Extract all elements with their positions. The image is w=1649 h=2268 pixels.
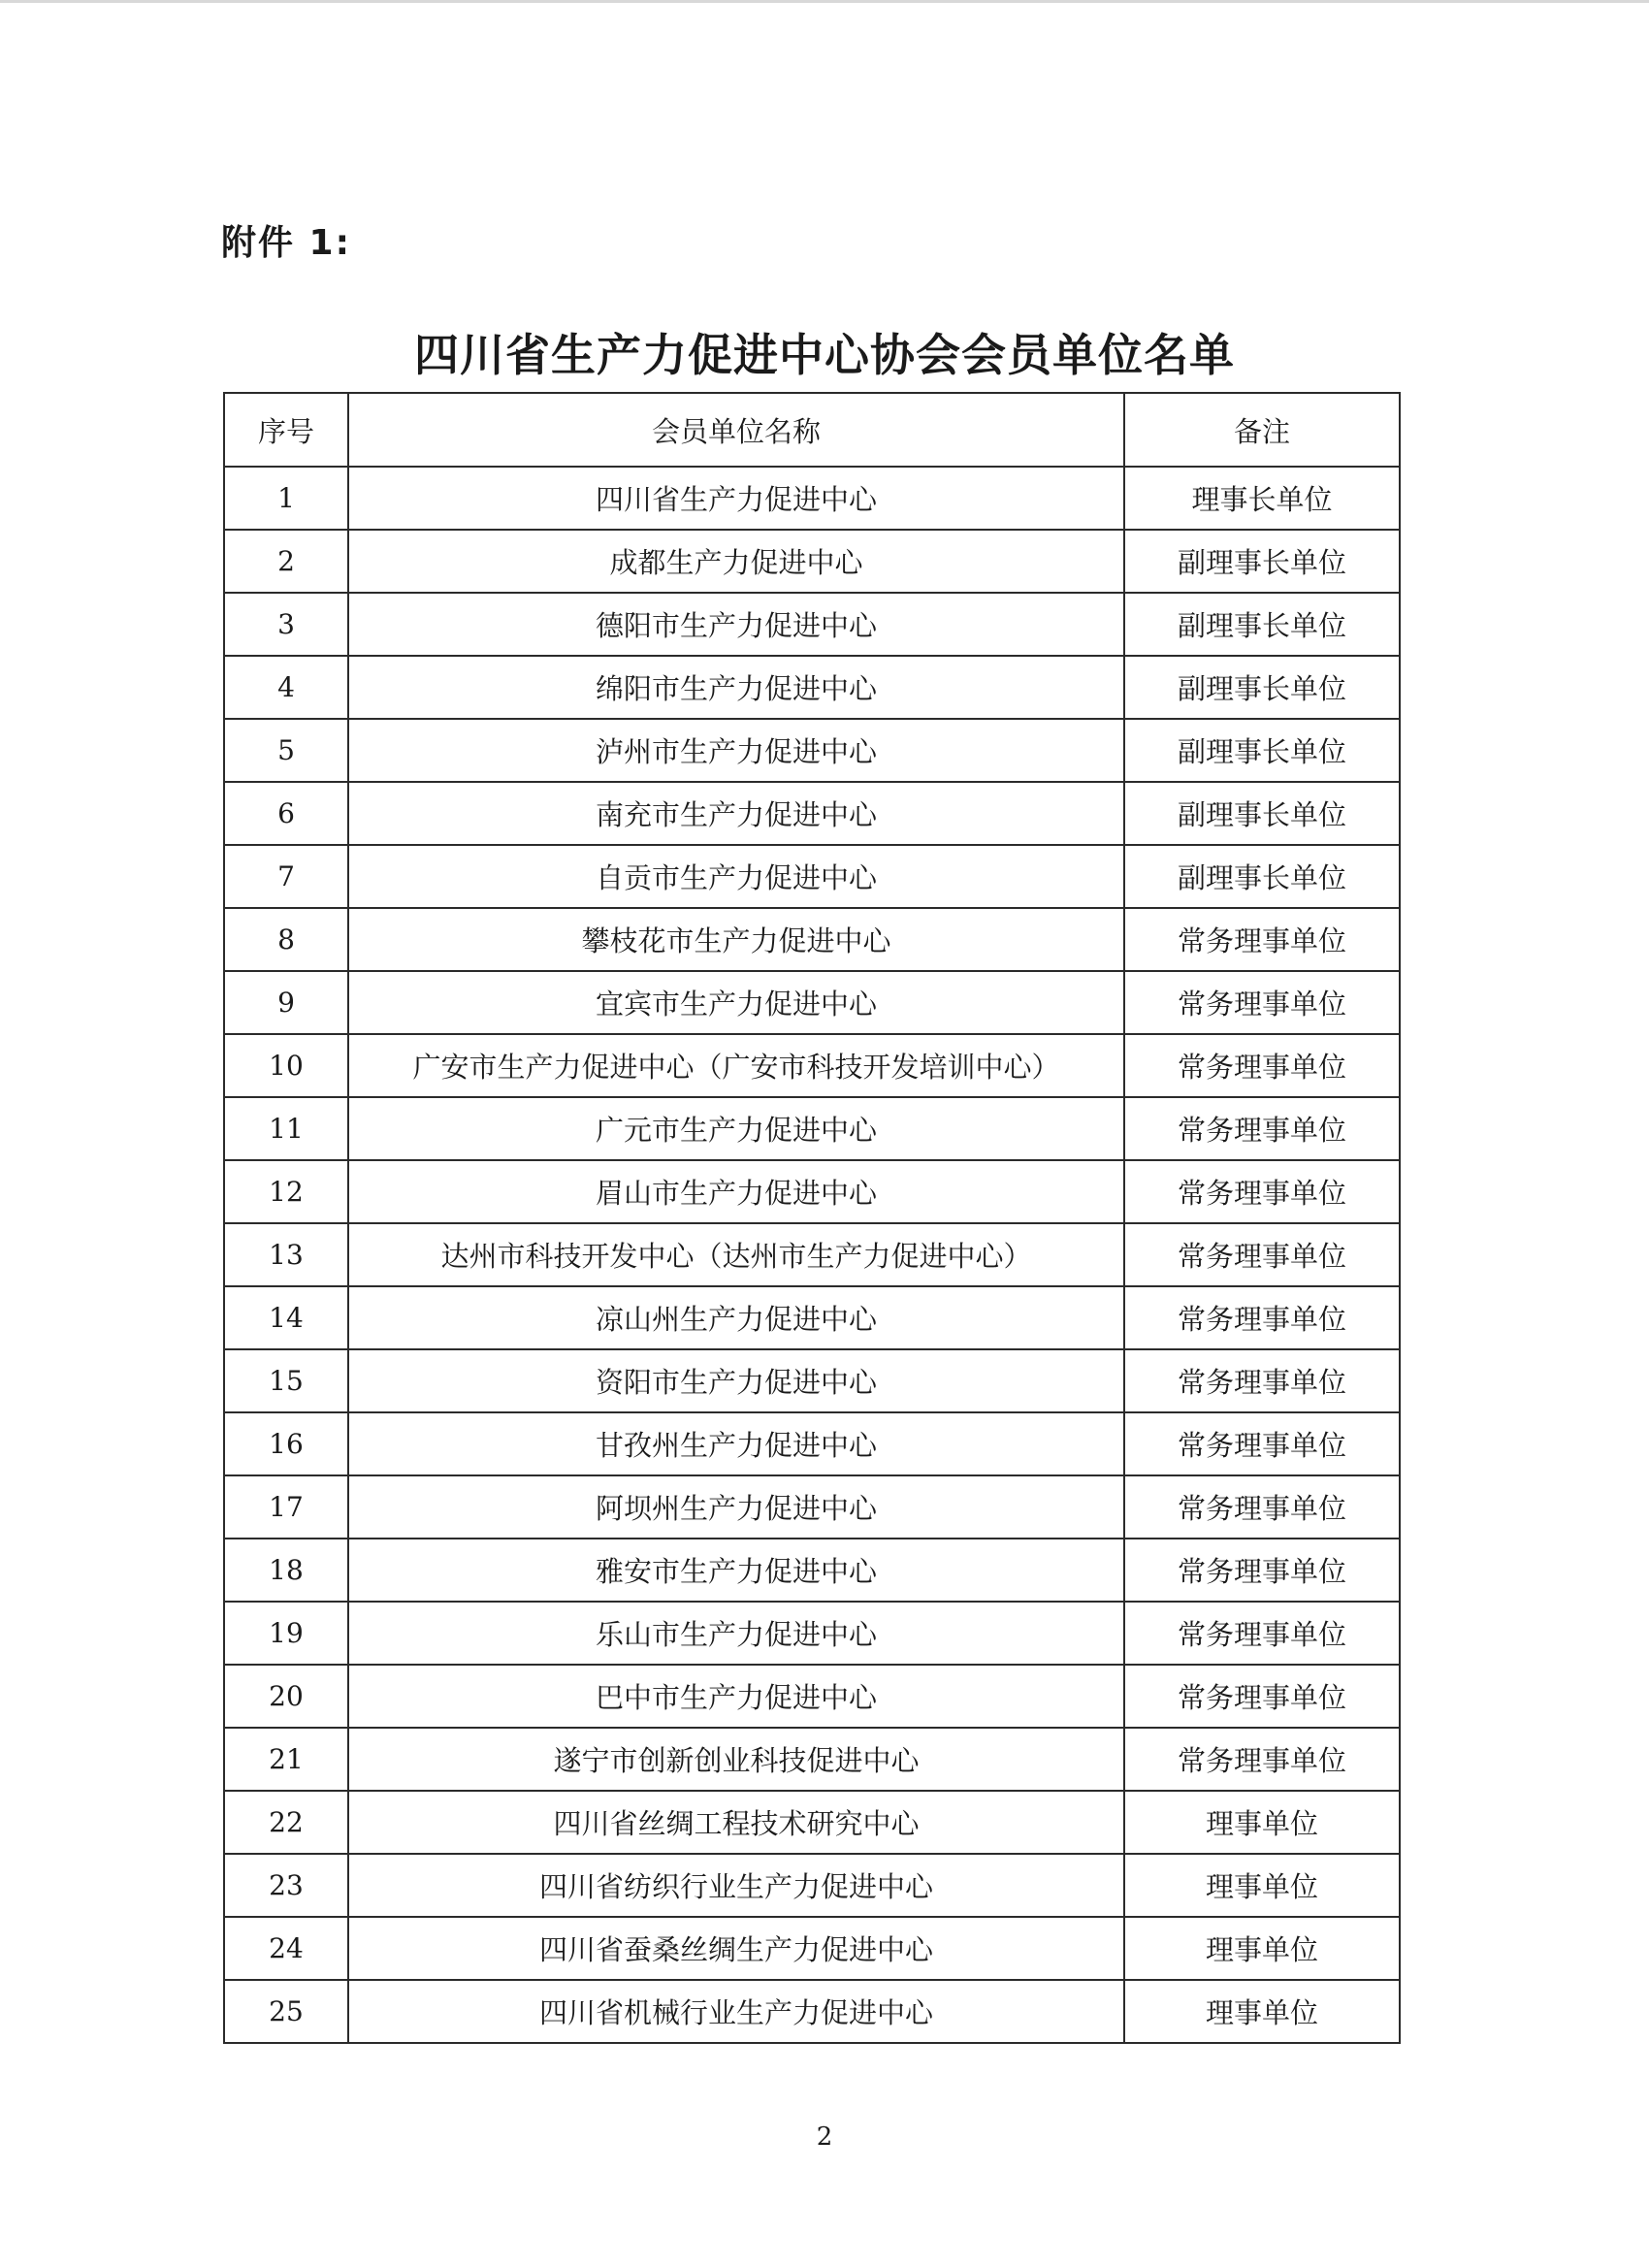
remarks-cell: 常务理事单位 xyxy=(1124,1034,1400,1097)
remarks-cell: 副理事长单位 xyxy=(1124,719,1400,782)
table-row xyxy=(224,1728,1400,1791)
member-unit-name-cell: 眉山市生产力促进中心 xyxy=(348,1160,1124,1223)
member-unit-name-cell: 成都生产力促进中心 xyxy=(348,530,1124,593)
table-row xyxy=(224,593,1400,656)
remarks-cell: 常务理事单位 xyxy=(1124,1602,1400,1665)
remarks-cell: 常务理事单位 xyxy=(1124,1286,1400,1349)
member-unit-name-cell: 四川省机械行业生产力促进中心 xyxy=(348,1980,1124,2043)
page-number: 2 xyxy=(816,2122,833,2152)
member-unit-name-cell: 宜宾市生产力促进中心 xyxy=(348,971,1124,1034)
remarks-cell: 副理事长单位 xyxy=(1124,782,1400,845)
serial-number-cell: 8 xyxy=(224,908,348,971)
serial-number-cell: 18 xyxy=(224,1539,348,1602)
remarks-cell: 副理事长单位 xyxy=(1124,656,1400,719)
serial-number-cell: 4 xyxy=(224,656,348,719)
remarks-cell: 理事单位 xyxy=(1124,1917,1400,1980)
table-row xyxy=(224,1917,1400,1980)
table-row xyxy=(224,1034,1400,1097)
remarks-cell: 常务理事单位 xyxy=(1124,1539,1400,1602)
member-unit-name-cell: 乐山市生产力促进中心 xyxy=(348,1602,1124,1665)
remarks-cell: 副理事长单位 xyxy=(1124,593,1400,656)
table-row xyxy=(224,1223,1400,1286)
header-member-unit-name: 会员单位名称 xyxy=(348,393,1124,467)
serial-number-cell: 21 xyxy=(224,1728,348,1791)
serial-number-cell: 22 xyxy=(224,1791,348,1854)
table-row xyxy=(224,1286,1400,1349)
remarks-cell: 常务理事单位 xyxy=(1124,1223,1400,1286)
serial-number-cell: 16 xyxy=(224,1412,348,1475)
page-top-edge xyxy=(0,0,1649,3)
member-unit-name-cell: 甘孜州生产力促进中心 xyxy=(348,1412,1124,1475)
remarks-cell: 理事单位 xyxy=(1124,1791,1400,1854)
member-unit-name-cell: 遂宁市创新创业科技促进中心 xyxy=(348,1728,1124,1791)
table-row xyxy=(224,1602,1400,1665)
serial-number-cell: 14 xyxy=(224,1286,348,1349)
serial-number-cell: 20 xyxy=(224,1665,348,1728)
member-unit-name-cell: 四川省蚕桑丝绸生产力促进中心 xyxy=(348,1917,1124,1980)
serial-number-cell: 11 xyxy=(224,1097,348,1160)
table-row xyxy=(224,971,1400,1034)
table-row xyxy=(224,782,1400,845)
serial-number-cell: 7 xyxy=(224,845,348,908)
remarks-cell: 副理事长单位 xyxy=(1124,845,1400,908)
member-unit-name-cell: 广安市生产力促进中心（广安市科技开发培训中心） xyxy=(348,1034,1124,1097)
table-row xyxy=(224,719,1400,782)
serial-number-cell: 17 xyxy=(224,1475,348,1539)
member-unit-name-cell: 绵阳市生产力促进中心 xyxy=(348,656,1124,719)
table-row xyxy=(224,845,1400,908)
serial-number-cell: 10 xyxy=(224,1034,348,1097)
remarks-cell: 常务理事单位 xyxy=(1124,1728,1400,1791)
remarks-cell: 理事单位 xyxy=(1124,1980,1400,2043)
table-row xyxy=(224,530,1400,593)
table-row xyxy=(224,1160,1400,1223)
remarks-cell: 副理事长单位 xyxy=(1124,530,1400,593)
table-row xyxy=(224,908,1400,971)
table-row xyxy=(224,1665,1400,1728)
member-unit-name-cell: 南充市生产力促进中心 xyxy=(348,782,1124,845)
member-unit-name-cell: 自贡市生产力促进中心 xyxy=(348,845,1124,908)
remarks-cell: 常务理事单位 xyxy=(1124,1097,1400,1160)
member-unit-name-cell: 泸州市生产力促进中心 xyxy=(348,719,1124,782)
serial-number-cell: 12 xyxy=(224,1160,348,1223)
member-unit-name-cell: 凉山州生产力促进中心 xyxy=(348,1286,1124,1349)
serial-number-cell: 1 xyxy=(224,467,348,530)
header-remarks: 备注 xyxy=(1124,393,1400,467)
table-row xyxy=(224,1097,1400,1160)
remarks-cell: 理事单位 xyxy=(1124,1854,1400,1917)
member-unit-name-cell: 资阳市生产力促进中心 xyxy=(348,1349,1124,1412)
serial-number-cell: 23 xyxy=(224,1854,348,1917)
document-title: 四川省生产力促进中心协会会员单位名单 xyxy=(414,329,1235,381)
member-unit-name-cell: 雅安市生产力促进中心 xyxy=(348,1539,1124,1602)
serial-number-cell: 13 xyxy=(224,1223,348,1286)
member-unit-name-cell: 四川省纺织行业生产力促进中心 xyxy=(348,1854,1124,1917)
table-row xyxy=(224,656,1400,719)
member-unit-name-cell: 四川省丝绸工程技术研究中心 xyxy=(348,1791,1124,1854)
serial-number-cell: 24 xyxy=(224,1917,348,1980)
table-header-row xyxy=(224,393,1400,467)
attachment-label: 附件 1: xyxy=(221,223,351,263)
member-unit-name-cell: 巴中市生产力促进中心 xyxy=(348,1665,1124,1728)
remarks-cell: 常务理事单位 xyxy=(1124,1160,1400,1223)
table-row xyxy=(224,1854,1400,1917)
serial-number-cell: 25 xyxy=(224,1980,348,2043)
table-body xyxy=(224,467,1400,2043)
table-row xyxy=(224,1539,1400,1602)
header-serial-number: 序号 xyxy=(224,393,348,467)
table-row xyxy=(224,1791,1400,1854)
member-unit-name-cell: 德阳市生产力促进中心 xyxy=(348,593,1124,656)
serial-number-cell: 15 xyxy=(224,1349,348,1412)
member-unit-name-cell: 达州市科技开发中心（达州市生产力促进中心） xyxy=(348,1223,1124,1286)
table-row xyxy=(224,1475,1400,1539)
serial-number-cell: 2 xyxy=(224,530,348,593)
remarks-cell: 常务理事单位 xyxy=(1124,971,1400,1034)
serial-number-cell: 3 xyxy=(224,593,348,656)
table-row xyxy=(224,1349,1400,1412)
serial-number-cell: 5 xyxy=(224,719,348,782)
member-unit-name-cell: 广元市生产力促进中心 xyxy=(348,1097,1124,1160)
member-unit-name-cell: 攀枝花市生产力促进中心 xyxy=(348,908,1124,971)
remarks-cell: 常务理事单位 xyxy=(1124,908,1400,971)
remarks-cell: 常务理事单位 xyxy=(1124,1412,1400,1475)
table-row xyxy=(224,1412,1400,1475)
table-row xyxy=(224,467,1400,530)
remarks-cell: 常务理事单位 xyxy=(1124,1475,1400,1539)
serial-number-cell: 6 xyxy=(224,782,348,845)
serial-number-cell: 19 xyxy=(224,1602,348,1665)
member-unit-name-cell: 四川省生产力促进中心 xyxy=(348,467,1124,530)
member-unit-name-cell: 阿坝州生产力促进中心 xyxy=(348,1475,1124,1539)
member-units-table xyxy=(223,392,1401,2044)
remarks-cell: 理事长单位 xyxy=(1124,467,1400,530)
remarks-cell: 常务理事单位 xyxy=(1124,1665,1400,1728)
remarks-cell: 常务理事单位 xyxy=(1124,1349,1400,1412)
table-row xyxy=(224,1980,1400,2043)
serial-number-cell: 9 xyxy=(224,971,348,1034)
